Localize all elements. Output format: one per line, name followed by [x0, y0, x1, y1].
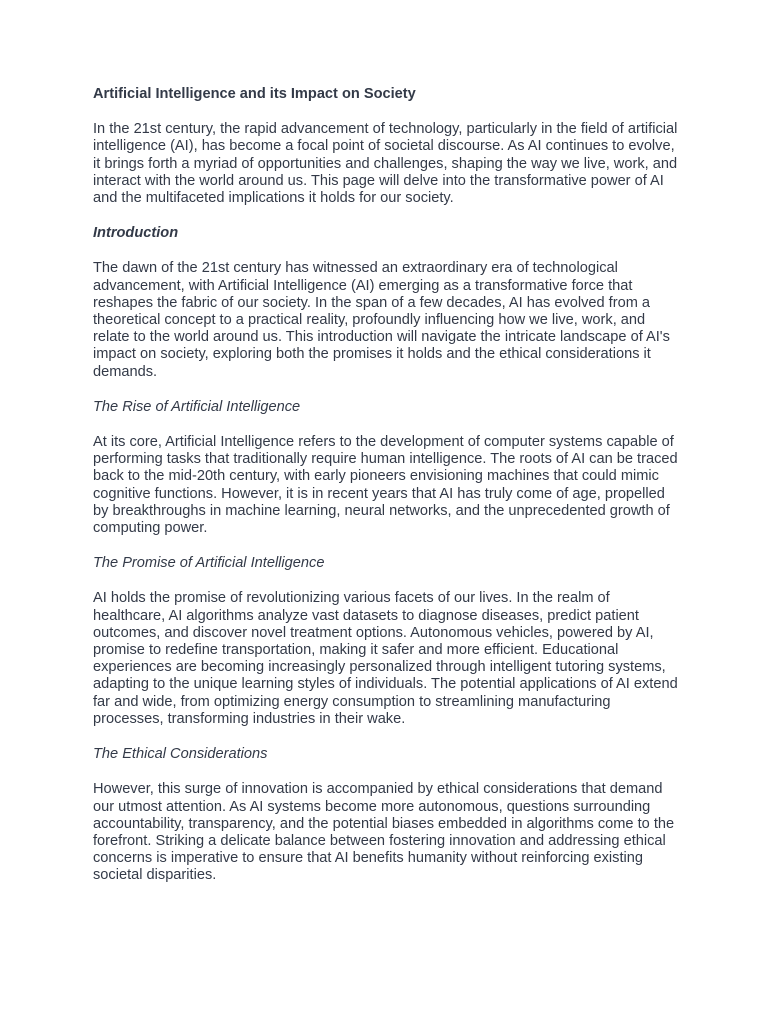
section-body-rise-of-ai: At its core, Artificial Intelligence refers to the development of computer systems capable of performing tasks that traditionally require human intelligence. The roots of AI can be traced back to the mid-20th century, with early pioneers envisioning machines that could mimic cognitive functions. However, it is in recent years that AI has truly come of age, propelled by breakthroughs in machine learning, neural networks, and the unprecedented growth of computing power.: [93, 434, 678, 537]
intro-paragraph: In the 21st century, the rapid advancement of technology, particularly in the field of artificial intelligence (AI), has become a focal point of societal discourse. As AI continues to evolve, it brings forth a myriad of opportunities and challenges, shaping the way we live, work, and interact with the world around us. This page will delve into the transformative power of AI and the multifaceted implications it holds for our society.: [93, 121, 678, 207]
document-page: [93, 86, 683, 903]
section-body-ethical-considerations: However, this surge of innovation is accompanied by ethical considerations that demand our utmost attention. As AI systems become more autonomous, questions surrounding accountability, transparency, and the potential biases embedded in algorithms come to the forefront. Striking a delicate balance between fostering innovation and addressing ethical concerns is imperative to ensure that AI benefits humanity without reinforcing existing societal disparities.: [93, 781, 675, 884]
section-body-promise-of-ai: AI holds the promise of revolutionizing various facets of our lives. In the realm of healthcare, AI algorithms analyze vast datasets to diagnose diseases, predict patient outcomes, and discover novel treatment options. Autonomous vehicles, powered by AI, promise to redefine transportation, making it safer and more efficient. Educational experiences are becoming increasingly personalized through intelligent tutoring systems, adapting to the unique learning styles of individuals. The potential applications of AI extend far and wide, from optimizing energy consumption to streamlining manufacturing processes, transforming industries in their wake.: [93, 590, 678, 727]
section-heading-rise-of-ai: The Rise of Artificial Intelligence: [93, 398, 301, 415]
section-body-introduction: The dawn of the 21st century has witnessed an extraordinary era of technological advancement, with Artificial Intelligence (AI) emerging as a transformative force that reshapes the fabric of our society. In the span of a few decades, AI has evolved from a theoretical concept to a practical reality, profoundly influencing how we live, work, and relate to the world around us. This introduction will navigate the intricate landscape of AI's impact on society, exploring both the promises it holds and the ethical considerations it demands.: [93, 260, 670, 380]
section-heading-introduction: Introduction: [93, 225, 179, 242]
section-heading-promise-of-ai: The Promise of Artificial Intelligence: [93, 555, 325, 572]
section-heading-ethical-considerations: The Ethical Considerations: [93, 746, 268, 763]
document-title: Artificial Intelligence and its Impact on Society: [93, 86, 416, 102]
